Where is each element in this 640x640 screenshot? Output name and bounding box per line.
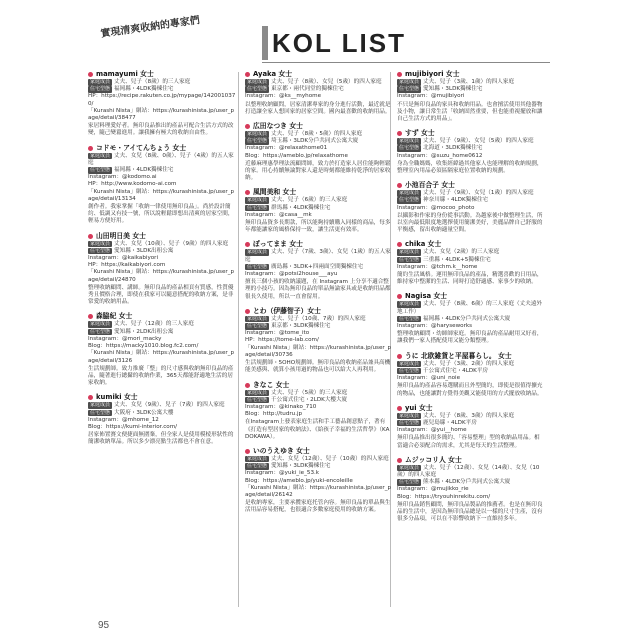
family-tag: 家庭成員 — [247, 455, 268, 462]
bullet-dot-icon — [88, 234, 93, 239]
family-value: 丈夫、女兒（10歲）、兒子（9歲）的四人家庭 — [114, 240, 229, 247]
bullet-dot-icon — [397, 354, 402, 359]
contact-line: Instagram：@haryseworks — [397, 323, 473, 330]
family-row — [397, 361, 545, 368]
family-tag: 家庭成員 — [399, 138, 420, 145]
family-row — [88, 321, 236, 328]
home-value: 東京都・兩代同堂的獨棟住宅 — [271, 86, 344, 93]
kol-entry — [245, 122, 393, 182]
bullet-dot-icon — [397, 72, 402, 77]
family-tag: 家庭成員 — [247, 79, 268, 85]
kol-name-text: 広田なつき 女士 — [253, 122, 303, 131]
kol-name-text: すず 女士 — [405, 129, 435, 138]
column-divider — [238, 72, 239, 607]
family-row — [397, 301, 545, 315]
home-value: 東京都・3LDK獨棟住宅 — [271, 323, 331, 330]
kol-name-text: yui 女士 — [405, 403, 433, 412]
contact-line: 「Kurashi Nista」網站：https://kurashinista.jp/user_page/detail/24870 — [88, 269, 235, 283]
home-row — [245, 205, 393, 212]
kol-name — [397, 456, 545, 465]
family-row — [245, 197, 393, 204]
family-row — [88, 153, 236, 167]
contact-line: 「Kurashi Nista」網站：https://kurashinista.jp/user_page/detail/38477 — [88, 107, 235, 122]
bullet-dot-icon — [397, 183, 402, 188]
family-tag: 家庭成員 — [399, 412, 420, 419]
home-tag: 住宅型態 — [90, 328, 111, 335]
contact-line: Instagram：@tchm.k__home — [397, 263, 478, 270]
home-value: 福岡縣・4LDK獨棟住宅 — [114, 167, 174, 174]
contact-line: Instagram：@casa__mk — [245, 211, 312, 218]
family-value: 丈夫、女兒（2歲）的三人家庭 — [423, 249, 500, 256]
kol-name-text: Nagisa 女士 — [405, 292, 448, 301]
kol-name-text: 山田明日美 女士 — [96, 231, 146, 240]
kol-entry — [397, 404, 545, 450]
kol-entry — [245, 240, 393, 300]
home-tag: 住宅型態 — [399, 256, 420, 263]
bullet-dot-icon — [245, 309, 250, 314]
bullet-dot-icon — [88, 146, 93, 151]
home-value: 愛知縣・3LDK出租公寓 — [114, 247, 174, 254]
family-row — [245, 390, 393, 397]
kol-name — [245, 70, 393, 79]
kol-name — [88, 70, 236, 79]
bullet-dot-icon — [245, 124, 250, 129]
kol-description: 居家佈置賽文便捷面無圍棄，但全家人是使用模棱形狀性的簡潔收納單品。所以多少漂亮點生活都也不會在意。 — [88, 432, 234, 446]
home-tag: 住宅型態 — [90, 167, 111, 174]
home-row — [88, 167, 236, 174]
home-value: 北海道・3LDK獨棟住宅 — [423, 145, 483, 152]
kol-name-text: いのうえゆき 女士 — [253, 446, 310, 455]
contact-line: Instagram：@mujibiyori — [397, 93, 465, 100]
kol-name-text: 風間美和 女士 — [253, 188, 297, 197]
home-row — [397, 86, 545, 93]
home-value: 愛知縣・3LDK獨棟住宅 — [271, 463, 331, 470]
home-value: 福岡縣・4LDK分戶共同式公寓大廈 — [423, 315, 511, 322]
family-tag: 家庭成員 — [399, 249, 420, 256]
kol-description: 無印良品銷售顧問，無印良品製品的推薦者。也是在無印良品的生活中，是因為無印良品總是以一樣的尺寸生產，沒有很多分品項，可以在不影響收納下一直維持多年。 — [397, 501, 543, 523]
kol-description: 無印良品資多長期款，所以能夠持續購入同樣的商品，每多年都能讓家的風格保持一致，讓生活更有效率。 — [245, 220, 391, 234]
kol-description: 在Instagram上發表家庭生活和手工藝品創意點子，著有《打造有型居家的收納法》、《給孩子幸福的生活哲學》（KADOKAWA）。 — [245, 419, 390, 440]
home-value: 熊本縣・4LDK分戶共同式公寓大廈 — [423, 479, 511, 486]
family-value: 丈夫、兒子（3歲、2歲）的四人家庭 — [423, 360, 515, 367]
kol-name-text: Ayaka 女士 — [253, 70, 293, 78]
kol-entry — [88, 232, 236, 307]
kol-entry — [397, 352, 545, 398]
home-row — [397, 145, 545, 152]
family-row — [245, 316, 393, 323]
contact-line: Instagram：@ks__myhome — [245, 93, 322, 100]
kol-name-text: mamayumi 女士 — [96, 70, 154, 78]
family-row — [88, 402, 236, 409]
contact-line: Instagram：@mhome_12 — [88, 416, 159, 423]
home-value: 千公寓式住宅・4LDK平房 — [423, 367, 489, 374]
kol-column-3 — [397, 70, 545, 529]
family-row — [245, 249, 393, 263]
family-row — [397, 249, 545, 256]
family-tag: 家庭成員 — [247, 197, 268, 204]
kol-name — [397, 129, 545, 138]
home-tag: 住宅型態 — [247, 204, 268, 211]
home-tag: 住宅型態 — [399, 197, 420, 204]
bullet-dot-icon — [245, 242, 250, 247]
family-tag: 家庭成員 — [90, 79, 111, 85]
family-tag: 家庭成員 — [399, 301, 420, 308]
family-tag: 家庭成員 — [247, 389, 268, 396]
family-value: 丈夫、兒子（12歲）、女兒（14歲）、女兒（10歲）的四人家庭 — [397, 464, 540, 478]
family-row — [88, 241, 236, 248]
home-row — [397, 316, 545, 323]
kol-name — [245, 307, 393, 316]
contact-line: Blog：https://kumi-interior.com/ — [88, 423, 178, 430]
kol-name-text: chika 女士 — [405, 240, 442, 249]
bullet-dot-icon — [397, 458, 402, 463]
family-value: 丈夫、兒子（3歲、1歲）的四人家庭 — [423, 79, 515, 85]
home-tag: 住宅型態 — [399, 419, 420, 426]
home-tag: 住宅型態 — [399, 145, 420, 152]
bullet-dot-icon — [245, 383, 250, 388]
kol-name-text: ムジッコリ人 女士 — [405, 455, 462, 464]
family-value: 丈夫、女兒（8歲、0歲）、兒子（4歲）的五人家庭 — [88, 152, 234, 166]
home-tag: 住宅型態 — [90, 247, 111, 254]
home-value: 埼玉縣・3LDK分戶共同式公寓大廈 — [271, 138, 359, 145]
home-value: 愛知縣・2LDK出租公寓 — [114, 328, 174, 335]
contact-line: Instagram：@potsi2house___ayu — [245, 271, 338, 278]
home-value: 千公寓式住宅・2LDK大樓大廈 — [271, 396, 348, 403]
kol-name — [88, 393, 236, 402]
page-number: 95 — [98, 620, 110, 631]
bullet-dot-icon — [397, 294, 402, 299]
kol-name — [245, 447, 393, 456]
bullet-dot-icon — [245, 449, 250, 454]
family-value: 丈夫、兒子（5歲）的三人家庭 — [271, 389, 348, 396]
kol-description: 創作者。我家掌握「收納一律使用無印良品」。尚於設計簡約、低調又有技一號，所以說輕鬆即想出清爽的居家空間，輕易方便好用。 — [88, 204, 234, 225]
family-value: 丈夫、兒子（12歲）的三人家庭 — [114, 321, 194, 328]
kol-entry — [245, 188, 393, 234]
home-value: 福岡縣・4LDK獨棟住宅 — [114, 86, 174, 93]
family-tag: 家庭成員 — [247, 249, 268, 256]
family-value: 丈夫、兒子（8歲）、女兒（5歲）的四人家庭 — [271, 79, 382, 85]
header-subtitle: 實現清爽收納的專家們 — [99, 15, 201, 40]
bullet-dot-icon — [88, 314, 93, 319]
home-row — [245, 397, 393, 404]
kol-column-1 — [88, 70, 236, 453]
family-tag: 家庭成員 — [399, 79, 420, 85]
family-value: 丈夫、兒子（9歲）、女兒（5歲）的四人家庭 — [423, 138, 534, 145]
home-tag: 住宅型態 — [247, 138, 268, 145]
home-tag: 住宅型態 — [399, 367, 420, 374]
kol-name — [397, 70, 545, 79]
kol-description: 簡約生活風格。運用無印良品的產品，精選喜歡的日用品，維持家中整潔的生活、同時打造舒適感、家事少的收納。 — [397, 272, 543, 286]
family-value: 丈夫、兒子（6歲）的三人家庭 — [271, 197, 348, 204]
home-tag: 住宅型態 — [247, 263, 268, 270]
family-value: 丈夫、女兒（12歲）、兒子（10歲）的四人家庭 — [271, 455, 389, 462]
kol-entry — [397, 129, 545, 175]
kol-name — [397, 404, 545, 413]
family-value: 丈夫、兒子（8歲、6歲）的三人家庭（丈夫遠外地工作） — [397, 301, 543, 315]
family-value: 丈夫、兒子（9歲）、女兒（1歲）的四人家庭 — [423, 190, 534, 197]
kol-name — [88, 144, 236, 153]
bullet-dot-icon — [88, 395, 93, 400]
kol-entry — [397, 240, 545, 286]
home-value: 廣島縣・3LDK+四兩面空間獨棟住宅 — [271, 263, 364, 270]
kol-name-text: きなこ 女士 — [253, 380, 290, 389]
home-value: 鹿兒島縣・4LDK平房 — [423, 419, 477, 426]
home-value: 三重縣・4LDK+5獨棟住宅 — [423, 256, 491, 263]
title-rule — [262, 62, 550, 63]
home-row — [397, 197, 545, 204]
home-tag: 住宅型態 — [399, 315, 420, 322]
home-row — [245, 264, 393, 271]
home-row — [397, 479, 545, 486]
family-value: 丈夫、兒子（8歲）的三人家庭 — [114, 79, 191, 85]
kol-description: 家居料理愛好者。無印良品推出的產品可配合生活方式的改變，隨己變囂進用。讓我擁有極大的收納自由性。 — [88, 123, 234, 137]
bullet-dot-icon — [245, 190, 250, 195]
family-value: 丈夫、兒子（10歲、7歲）的四人家庭 — [271, 315, 366, 322]
family-row — [397, 413, 545, 420]
home-row — [88, 248, 236, 255]
contact-line: Instagram：@mori_macky — [88, 335, 162, 342]
kol-entry — [88, 70, 236, 138]
home-row — [245, 323, 393, 330]
bullet-dot-icon — [397, 131, 402, 136]
home-tag: 住宅型態 — [90, 86, 111, 93]
family-value: 丈夫、兒子（8歲、3歲）的四人家庭 — [423, 412, 515, 419]
kol-description: 是收納專家，主要承攬家庭托管內容。無印良品的單品與生活用品容易搭配，也很適合多數家庭使用的收納方案。 — [245, 500, 391, 514]
home-row — [245, 463, 393, 470]
kol-name-text: コドモ・アイてんちょう 女士 — [96, 143, 187, 152]
contact-line: 「Kurashi Nista」網站：https://kurashinista.jp/user_page/detail/26142 — [245, 484, 392, 498]
contact-line: Blog：http://tudru.jp — [245, 411, 303, 418]
home-tag: 住宅型態 — [399, 479, 420, 486]
contact-line: Instagram：@mocoo_photo — [397, 204, 475, 211]
kol-description: 以攝影和作家的身份從事活動。為越家後中做整理生活，所以室內最低限度地選擇使用簡潔美好，美麗品牌自己舒服的平衡感，留出收納適量空間。 — [397, 212, 543, 234]
kol-description: 身為全職媽媽，收集經緯過其他家人也能理解的收納規劃，整理室內用品必須區隔家庭位置收納的規劃。 — [397, 160, 543, 175]
contact-line: Instagram：@yui__home — [397, 427, 467, 434]
kol-entry — [88, 393, 236, 446]
kol-name-text: 森脇紀 女士 — [96, 312, 133, 321]
contact-line: Instagram：@relaxathome01 — [245, 145, 328, 152]
kol-entry — [397, 181, 545, 234]
kol-entry — [397, 456, 545, 524]
home-row — [397, 257, 545, 264]
bullet-dot-icon — [245, 72, 250, 77]
kol-name — [397, 352, 545, 361]
kol-description: 整理收納顧問、講師。無印良品的產品相頁有質感，性質優秀且價格合理，即使在我家可以隨意搭配的收納方案，是非常愛的收納用品。 — [88, 284, 234, 306]
kol-name-text: とわ（伊藤智子）女士 — [253, 306, 321, 315]
home-row — [88, 86, 236, 93]
home-row — [88, 329, 236, 336]
contact-line: Instagram：@tome_ito — [245, 330, 310, 337]
contact-line: Instagram：@yuki_ie_53.k — [245, 470, 320, 477]
family-tag: 家庭成員 — [90, 240, 111, 247]
contact-line: Instagram：@uni_noie — [397, 375, 461, 382]
family-tag: 家庭成員 — [90, 402, 111, 409]
family-tag: 家庭成員 — [90, 152, 111, 159]
kol-entry — [397, 70, 545, 123]
family-tag: 家庭成員 — [399, 190, 420, 197]
home-row — [245, 86, 393, 93]
home-value: 神奈川縣・4LDK獨棟住宅 — [423, 197, 489, 204]
kol-name-text: kumiki 女士 — [96, 393, 138, 402]
kol-name — [245, 122, 393, 131]
contact-line: HP：https://kaikabiyori.com — [88, 262, 166, 269]
kol-name-text: ぼってまま 女士 — [253, 240, 303, 249]
kol-description: 無印良品的產品容易選購而且外型簡約，即使是很值得擴充的物品，也能讓對方覺得美觀又能使用的方式擺放收納品。 — [397, 383, 543, 397]
kol-description: 生活規劃師・5OHO規劃師。無印良品的收納產品兼具高機能美感與、就算小孩用過的物品也可以給大人再利用。 — [245, 360, 391, 374]
contact-line: Instagram：@suzu_home0612 — [397, 152, 483, 159]
home-value: 群馬縣・4LDK獨棟住宅 — [271, 204, 331, 211]
contact-line: HP：https://tome-lab.com/ — [245, 337, 319, 344]
kol-name-text: 小池百合子 女士 — [405, 181, 455, 190]
family-tag: 家庭成員 — [247, 131, 268, 138]
home-tag: 住宅型態 — [247, 86, 268, 93]
kol-description: 生活規劃師。致力推廣「整」的尺寸感與收納無印良品的產品，隨著進行總攝的收納作業，365天都能舒適地生活的居家收納。 — [88, 365, 234, 387]
kol-column-2 — [245, 70, 393, 521]
family-value: 丈夫、女兒（9歲）、兒子（7歲）的四人家庭 — [114, 402, 225, 409]
kol-description: 整理收納顧問・幼師師家庭。無印良品的產品耐用又好看，讓我們一家人搭配使用又能分類整理。 — [397, 331, 543, 345]
family-tag: 家庭成員 — [399, 360, 420, 367]
contact-line: Instagram：@mujikko_rie — [397, 486, 469, 493]
kol-name-text: mujibiyori 女士 — [405, 70, 460, 78]
contact-line: Instagram：@kodomo.ai — [88, 174, 157, 181]
home-tag: 住宅型態 — [247, 463, 268, 470]
contact-line: Blog：https://tryouhinrekitu.com/ — [397, 493, 491, 500]
title-accent-bar — [262, 26, 268, 60]
kol-name — [88, 232, 236, 241]
home-row — [397, 368, 545, 375]
kol-entry — [245, 447, 393, 515]
contact-line: Blog：https://macky1010.blog.fc2.com/ — [88, 343, 199, 350]
page-title: KOL LIST — [272, 28, 406, 58]
contact-line: Instagram：@kaikabiyori — [88, 255, 159, 262]
contact-line: HP：https://recipe.rakuten.co.jp/mypage/1420010370/ — [88, 93, 236, 107]
home-tag: 住宅型態 — [247, 396, 268, 403]
family-value: 丈夫、兒子（8歲・5歲）的四人家庭 — [271, 131, 363, 138]
kol-name — [245, 381, 393, 390]
kol-entry — [88, 312, 236, 387]
home-tag: 住宅型態 — [247, 323, 268, 330]
contact-line: 「Kurashi Nista」網站：https://kurashinista.jp/user_page/detail/3126 — [88, 350, 235, 364]
kol-entry — [397, 292, 545, 345]
contact-line: Blog：https://ameblo.jp/relaxathome — [245, 152, 348, 159]
kol-description: 不只是無印良品的家具和收納用品。也會擅活使用其他器物及小物，讓日常生活「收納固然重要，但也能重視擺放和讓自己生活方式的用品」。 — [397, 101, 543, 123]
kol-name-text: うに 北欧雑貨と平屋暮らし。 女士 — [405, 351, 512, 360]
kol-entry — [245, 381, 393, 441]
family-tag: 家庭成員 — [399, 464, 420, 471]
kol-description: 無印良品推出很多簡約、「容易整理」型的收納品用品。相當適合必須配合的需求，尤其是每天的生活整理。 — [397, 435, 540, 449]
family-row — [397, 465, 545, 479]
contact-line: 「Kurashi Nista」網站：https://kurashinista.jp/user_page/detail/13134 — [88, 188, 235, 202]
bullet-dot-icon — [88, 72, 93, 77]
home-tag: 住宅型態 — [399, 86, 420, 93]
contact-line: Instagram：@kinako_710 — [245, 403, 317, 410]
contact-line: Blog：https://ameblo.jp/yuki-encoleille — [245, 477, 353, 484]
kol-entry — [245, 307, 393, 375]
home-tag: 住宅型態 — [90, 409, 111, 416]
home-row — [245, 138, 393, 145]
kol-entry — [88, 144, 236, 226]
home-row — [397, 420, 545, 427]
bullet-dot-icon — [397, 242, 402, 247]
kol-description: 擅長三個小孩的收納議題，在 Instagram 上分享不適合整理的小技巧。因為無印良品的單品無論家具或是收納用品都很長久使用，所以一直會留用。 — [245, 279, 391, 300]
kol-description: 以整理收納顧問，居家清潔專家的身分進行活動，最近就是打造讓全家人想回家的居家空間。國內最喜歡的收納用品。 — [245, 101, 391, 115]
kol-description: 近藤麻理惠學理法流顧問師，致力於打造家人居住能夠輕鬆的家。用心持續無論對家人還是時刻都能維持乾淨的居家收納。 — [245, 160, 391, 182]
family-value: 丈夫、兒子（7歲、3歲）、女兒（1歲）的五人家庭 — [245, 249, 391, 263]
home-value: 愛知縣・3LDK獨棟住宅 — [423, 86, 483, 93]
home-row — [88, 410, 236, 417]
kol-entry — [245, 70, 393, 116]
family-tag: 家庭成員 — [247, 315, 268, 322]
family-tag: 家庭成員 — [90, 321, 111, 328]
home-value: 大阪府・3LDK公寓大樓 — [114, 409, 174, 416]
contact-line: HP：http://www.kodomo-ai.com — [88, 181, 177, 188]
bullet-dot-icon — [397, 406, 402, 411]
kol-name — [397, 181, 545, 190]
contact-line: 「Kurashi Nista」網站：https://kurashinista.jp/user_page/detail/30736 — [245, 344, 392, 358]
